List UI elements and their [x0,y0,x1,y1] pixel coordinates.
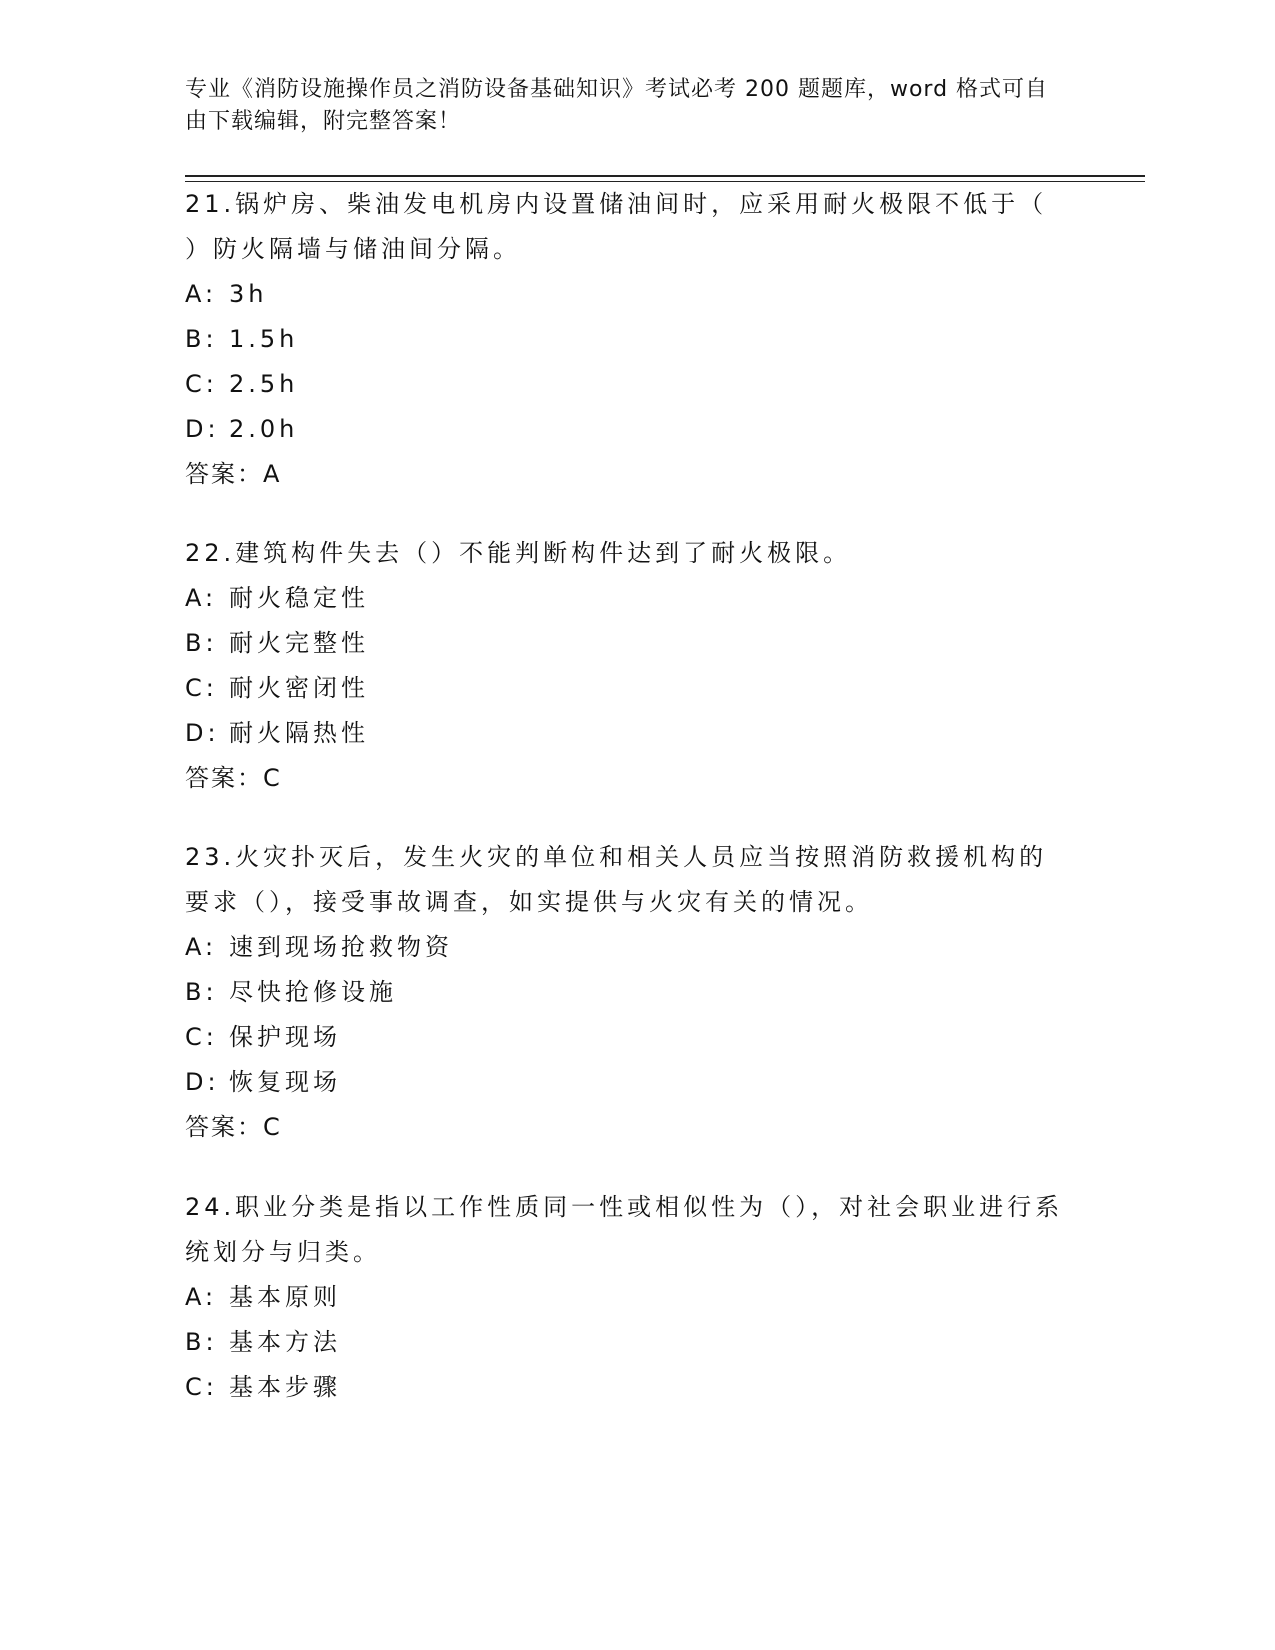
option-b [185,1320,1065,1365]
option-letter: D: [185,415,220,443]
option-letter: B: [185,629,218,657]
option-text: 恢复现场 [229,1068,341,1096]
option-letter: D: [185,1068,220,1096]
option-letter: B: [185,1328,218,1356]
option-text: 1.5h [229,325,299,353]
option-letter: B: [185,978,218,1006]
option-b [185,317,1065,362]
question-stem: 23.火灾扑灭后，发生火灾的单位和相关人员应当按照消防救援机构的要求（），接受事故调查，如实提供与火灾有关的情况。 [185,843,1048,916]
option-letter: C: [185,1023,218,1051]
option-c [185,666,1065,711]
option-letter: A: [185,280,218,308]
option-letter: A: [185,584,218,612]
option-text: 3h [229,280,268,308]
option-d [185,407,1065,452]
option-text: 耐火稳定性 [229,584,369,612]
option-text: 保护现场 [229,1023,341,1051]
option-letter: C: [185,674,218,702]
option-letter: C: [185,370,218,398]
option-letter: B: [185,325,218,353]
option-text: 基本方法 [229,1328,341,1356]
option-b [185,621,1065,666]
question-stem: 21.锅炉房、柴油发电机房内设置储油间时，应采用耐火极限不低于（ ）防火隔墙与储油间分隔。 [185,190,1048,263]
option-text: 耐火完整性 [229,629,369,657]
option-letter: A: [185,1283,218,1311]
option-text: 耐火密闭性 [229,674,369,702]
question-stem: 22.建筑构件失去（）不能判断构件达到了耐火极限。 [185,539,852,567]
option-text: 基本原则 [229,1283,341,1311]
option-a [185,1275,1065,1320]
option-text: 尽快抢修设施 [229,978,397,1006]
option-d [185,1060,1065,1105]
option-d [185,711,1065,756]
document-header: 专业《消防设施操作员之消防设备基础知识》考试必考 200 题题库，word 格式可自由下载编辑，附完整答案！ [185,77,1049,134]
option-text: 耐火隔热性 [229,719,369,747]
option-a [185,576,1065,621]
option-b [185,970,1065,1015]
question-stem: 24.职业分类是指以工作性质同一性或相似性为（），对社会职业进行系统划分与归类。 [185,1193,1064,1266]
option-c [185,1015,1065,1060]
option-a [185,925,1065,970]
question-24 [185,1185,1065,1410]
answer: 答案：A [185,460,282,488]
option-c [185,1365,1065,1410]
option-letter: D: [185,719,220,747]
option-text: 速到现场抢救物资 [229,933,453,961]
option-a [185,272,1065,317]
header-divider-thick [185,175,1145,177]
option-text: 基本步骤 [229,1373,341,1401]
option-letter: C: [185,1373,218,1401]
answer: 答案：C [185,764,282,792]
option-letter: A: [185,933,218,961]
option-c [185,362,1065,407]
option-text: 2.0h [229,415,299,443]
answer: 答案：C [185,1113,282,1141]
question-21 [185,182,1065,497]
question-23 [185,835,1065,1150]
question-22 [185,531,1065,801]
option-text: 2.5h [229,370,299,398]
